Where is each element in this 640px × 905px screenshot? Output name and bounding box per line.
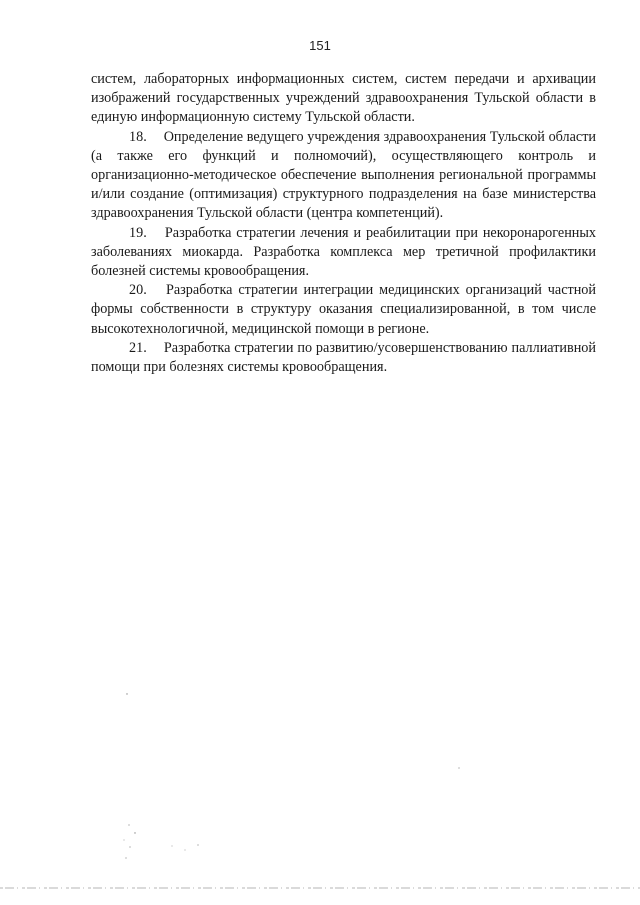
paragraph-number: 18. — [129, 128, 147, 145]
paragraph-item-20 — [91, 281, 596, 339]
paragraph-text: Разработка стратегии по развитию/усовершенствованию паллиативной помощи при болезнях системы кровообращения. — [91, 339, 596, 376]
paragraph-item-21 — [91, 339, 596, 377]
document-body — [91, 70, 596, 377]
paragraph-number: 21. — [129, 339, 147, 356]
paragraph-text: систем, лабораторных информационных систем, систем передачи и архивации изображений государственных учреждений здравоохранения Тульской области в единую информационную систему Тульской области. — [91, 71, 596, 126]
paragraph-number: 19. — [129, 224, 147, 241]
paragraph-item-19 — [91, 224, 596, 282]
paragraph-item-18 — [91, 128, 596, 224]
scan-bottom-edge — [0, 886, 640, 890]
page-number: 151 — [309, 38, 331, 53]
paragraph-text: Разработка стратегии лечения и реабилитации при некоронарогенных заболеваниях миокарда. Разработка комплекса мер третичной профилактики болезней системы кровообращения. — [91, 224, 596, 280]
paragraph-continuation — [91, 70, 596, 128]
paragraph-text: Разработка стратегии интеграции медицинских организаций частной формы собственности в структуру оказания специализированной, в том числе высокотехнологичной, медицинской помощи в регионе. — [91, 282, 596, 337]
paragraph-number: 20. — [129, 282, 147, 299]
paragraph-text: Определение ведущего учреждения здравоохранения Тульской области (а также его функций и полномочий), осуществляющего контроль и организационно-методическое обеспечение выполнения региональной программы и/или создание (оптимизация) структурного подразделения на базе министерства здравоохранения Тульской области (центра компетенций). — [91, 128, 597, 222]
